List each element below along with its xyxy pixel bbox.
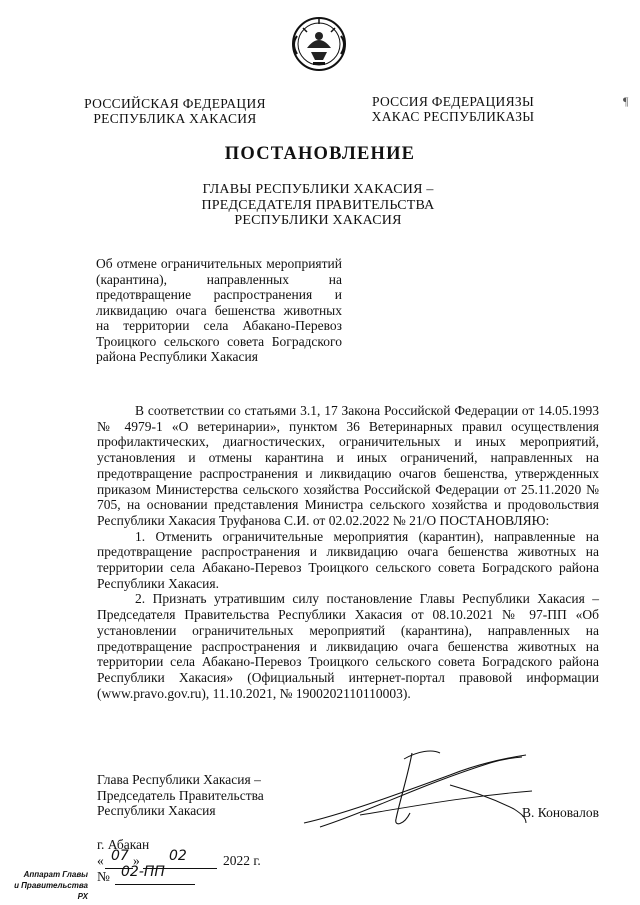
pilcrow-mark: ¶ <box>623 94 629 108</box>
stamp-line2: и Правительства РХ <box>14 881 88 901</box>
subtitle-line1: ГЛАВЫ РЕСПУБЛИКИ ХАКАСИЯ – <box>202 182 434 197</box>
number-sign: № <box>97 869 110 884</box>
subtitle-line2: ПРЕДСЕДАТЕЛЯ ПРАВИТЕЛЬСТВА <box>201 197 435 213</box>
coat-of-arms-icon <box>287 14 351 74</box>
subtitle-line3: РЕСПУБЛИКИ ХАКАСИЯ <box>234 213 402 228</box>
signatory-line1: Глава Республики Хакасия – <box>97 772 261 787</box>
signatory-name: В. Коновалов <box>522 805 599 820</box>
header-left-line2: РЕСПУБЛИКА ХАКАСИЯ <box>93 111 257 126</box>
header-right-line1: РОССИЯ ФЕДЕРАЦИЯЗЫ <box>371 94 535 109</box>
signatory-line3: Республики Хакасия <box>97 803 216 818</box>
place-of-issue: г. Абакан <box>97 837 150 852</box>
header-left-line1: РОССИЙСКАЯ ФЕДЕРАЦИЯ <box>84 96 266 111</box>
body-item-2: 2. Признать утратившим силу постановление Главы Республики Хакасия – Председателя Правительства Республики Хакасия от 08.10.2021 № 97-ПП «Об установлении ограничительных мероприятий (карантина), направленных на предотвращение распространения и ликвидацию очага бешенства животных на территории села Абакано-Перевоз Троицкого сельского совета Боградского района Республики Хакасия» (Официальный интернет-портал правовой информации (www.pravo.gov.ru), 11.10.2021, № 1900202110110003). <box>97 591 599 701</box>
number-value: 02-ПП <box>121 864 165 880</box>
handwritten-signature <box>300 745 540 835</box>
date-close-quote: » <box>133 853 140 868</box>
date-year: 2022 г. <box>223 853 261 868</box>
body-item-1: 1. Отменить ограничительные мероприятия (карантин), направленные на предотвращение распространения и ликвидацию очага бешенства животных на территории села Абакано-Перевоз Троицкого сельского совета Боградского района Республики Хакасия. <box>97 528 599 591</box>
signatory-block <box>97 772 264 819</box>
date-open-quote: « <box>97 853 104 868</box>
header-left <box>80 96 270 126</box>
date-day: 07 <box>111 848 129 864</box>
registration-stamp <box>10 869 88 902</box>
document-subtitle <box>150 182 486 229</box>
signatory-line2: Председатель Правительства <box>97 787 264 803</box>
document-title: ПОСТАНОВЛЕНИЕ <box>224 144 416 164</box>
date-month: 02 <box>169 848 187 864</box>
body-preamble: В соответствии со статьями 3.1, 17 Закона Российской Федерации от 14.05.1993 № 4979-1 «О ветеринарии», пунктом 36 Ветеринарных правил осуществления профилактических, диагностических, ограничительных и иных мероприятий, установления и отмены карантина и иных ограничений, направленных на предотвращение распространения и ликвидацию очагов бешенства, утвержденных приказом Министерства сельского хозяйства Российской Федерации от 25.11.2020 № 705, на основании представления Министра сельского хозяйства и продовольствия Республики Хакасия Труфанова С.И. от 02.02.2022 № 21/О ПОСТАНОВЛЯЮ: <box>97 403 599 528</box>
document-number <box>97 864 217 887</box>
stamp-line1: Аппарат Главы <box>23 870 88 879</box>
document-subject: Об отмене ограничительных мероприятий (карантина), направленных на предотвращение распространения и ликвидацию очага бешенства животных на территории села Абакано-Перевоз Троицкого сельского совета Боградского района Республики Хакасия <box>96 256 342 364</box>
header-right-line2: ХАКАС РЕСПУБЛИКАЗЫ <box>371 109 535 124</box>
header-right <box>368 94 538 124</box>
document-body <box>97 403 599 701</box>
